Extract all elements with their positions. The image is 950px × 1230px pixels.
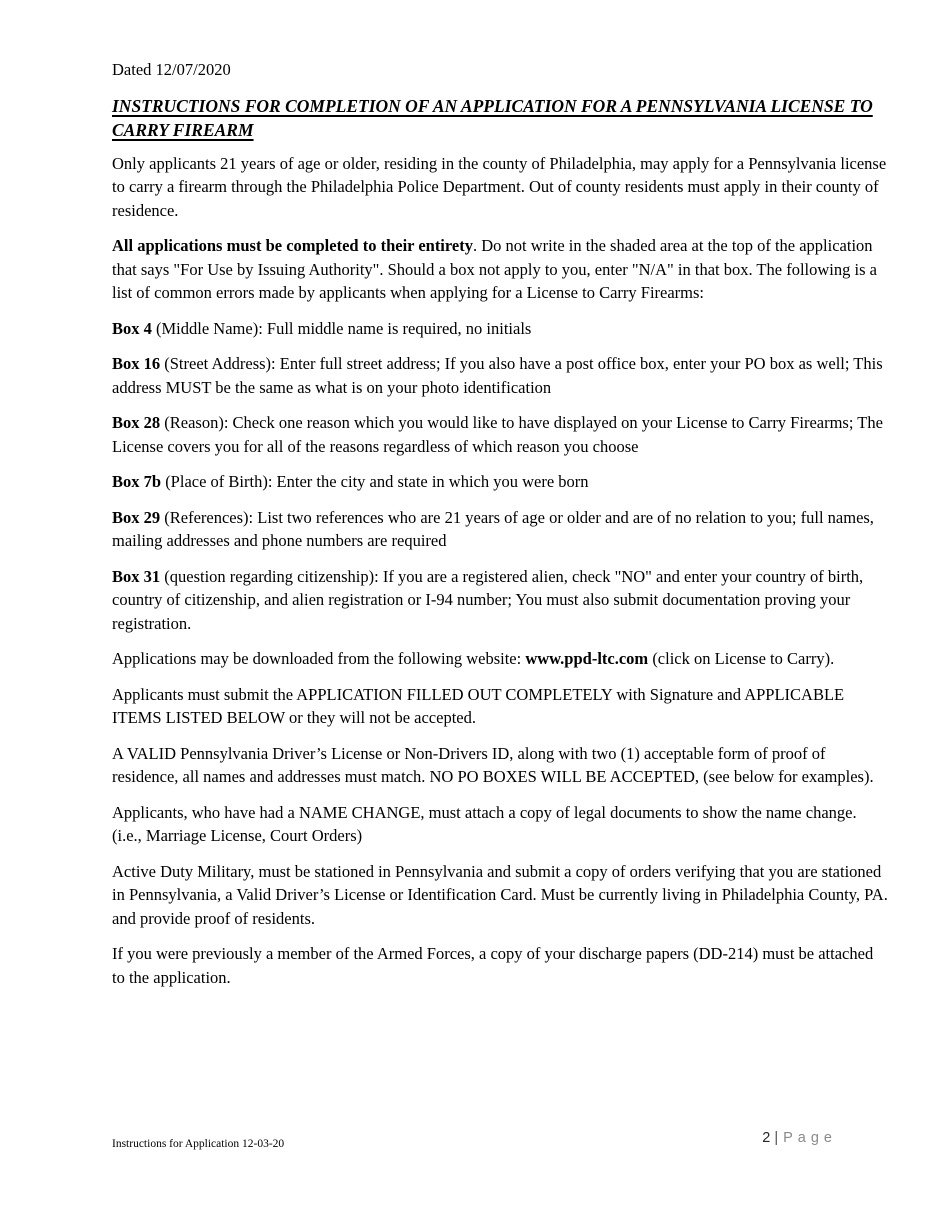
box-note-16-text: (Street Address): Enter full street address; If you also have a post office box, enter your PO box as well; This address MUST be the same as what is on your photo identification [112, 354, 883, 397]
box-note-28 [112, 411, 890, 458]
box-note-16 [112, 352, 890, 399]
box-note-7b-label: Box 7b [112, 472, 162, 491]
dated-line: Dated 12/07/2020 [112, 60, 231, 79]
box-note-28-label: Box 28 [112, 413, 161, 432]
download-website: www.ppd-ltc.com [525, 649, 649, 668]
completion-note-rest: . Do not write in the shaded area at the top of the application that says "For Use by Issuing Authority". Should a box not apply to you, enter "N/A" in that box. The following is a list of common errors made by applicants when applying for a License to Carry Firearms: [112, 236, 877, 302]
footer-page-number: 2 [762, 1130, 771, 1146]
box-note-31-label: Box 31 [112, 566, 161, 586]
download-post: (click on License to Carry). [648, 649, 835, 668]
footer-doc-label: Instructions for Application 12-03-20 [112, 1138, 285, 1150]
box-note-7b [112, 470, 890, 494]
footer-page-separator: | [774, 1130, 779, 1146]
box-note-7b-text: (Place of Birth): Enter the city and state in which you were born [161, 472, 589, 491]
paragraph-military-note: Active Duty Military, must be stationed in Pennsylvania and submit a copy of orders verifying that you are stationed in Pennsylvania, a Valid Driver’s License or Identification Card. Must be currently living in Philadelphia County, PA. and provide proof of residents. [112, 861, 888, 928]
footer-page-indicator [762, 1129, 837, 1147]
box-note-31 [112, 565, 890, 636]
box-note-29-label: Box 29 [112, 507, 161, 527]
footer-page-label: Page [783, 1130, 837, 1146]
paragraph-valid-id-note: A VALID Pennsylvania Driver’s License or Non-Drivers ID, along with two (1) acceptable form of proof of residence, all names and addresses must match. NO PO BOXES WILL BE ACCEPTED, (see below for examples). [112, 743, 874, 786]
box-note-4-text: (Middle Name): Full middle name is required, no initials [151, 318, 532, 338]
paragraph-discharge-note: If you were previously a member of the Armed Forces, a copy of your discharge papers (DD-214) must be attached to the application. [112, 944, 874, 987]
paragraph-intro: Only applicants 21 years of age or older, residing in the county of Philadelphia, may apply for a Pennsylvania license to carry a firearm through the Philadelphia Police Department. Out of county residents must apply in their county of residence. [112, 153, 887, 220]
paragraph-completion-note [112, 234, 890, 305]
box-note-28-text: (Reason): Check one reason which you would like to have displayed on your License to Carry Firearms; The License covers you for all of the reasons regardless of which reason you choose [112, 413, 883, 456]
box-note-29-text: (References): List two references who are 21 years of age or older and are of no relation to you; full names, mailing addresses and phone numbers are required [112, 507, 874, 550]
box-note-4 [112, 317, 890, 341]
page-title [112, 94, 890, 142]
paragraph-name-change-note: Applicants, who have had a NAME CHANGE, must attach a copy of legal documents to show the name change. (i.e., Marriage License, Court Orders) [112, 802, 857, 845]
paragraph-submit-note: Applicants must submit the APPLICATION FILLED OUT COMPLETELY with Signature and APPLICABLE ITEMS LISTED BELOW or they will not be accepted. [112, 684, 845, 727]
box-note-29 [112, 506, 890, 553]
paragraph-download [112, 647, 890, 671]
box-note-4-label: Box 4 [112, 318, 152, 338]
box-note-31-text: (question regarding citizenship): If you are a registered alien, check "NO" and enter your country of birth, country of citizenship, and alien registration or I-94 number; You must also submit documentation proving your registration. [112, 566, 864, 633]
page-title-text: INSTRUCTIONS FOR COMPLETION OF AN APPLICATION FOR A PENNSYLVANIA LICENSE TO CARRY FIREARM [112, 95, 873, 140]
download-pre: Applications may be downloaded from the following website: [112, 649, 526, 668]
completion-note-bold: All applications must be completed to their entirety [112, 236, 473, 255]
box-note-16-label: Box 16 [112, 354, 161, 373]
document-body [112, 58, 890, 1001]
